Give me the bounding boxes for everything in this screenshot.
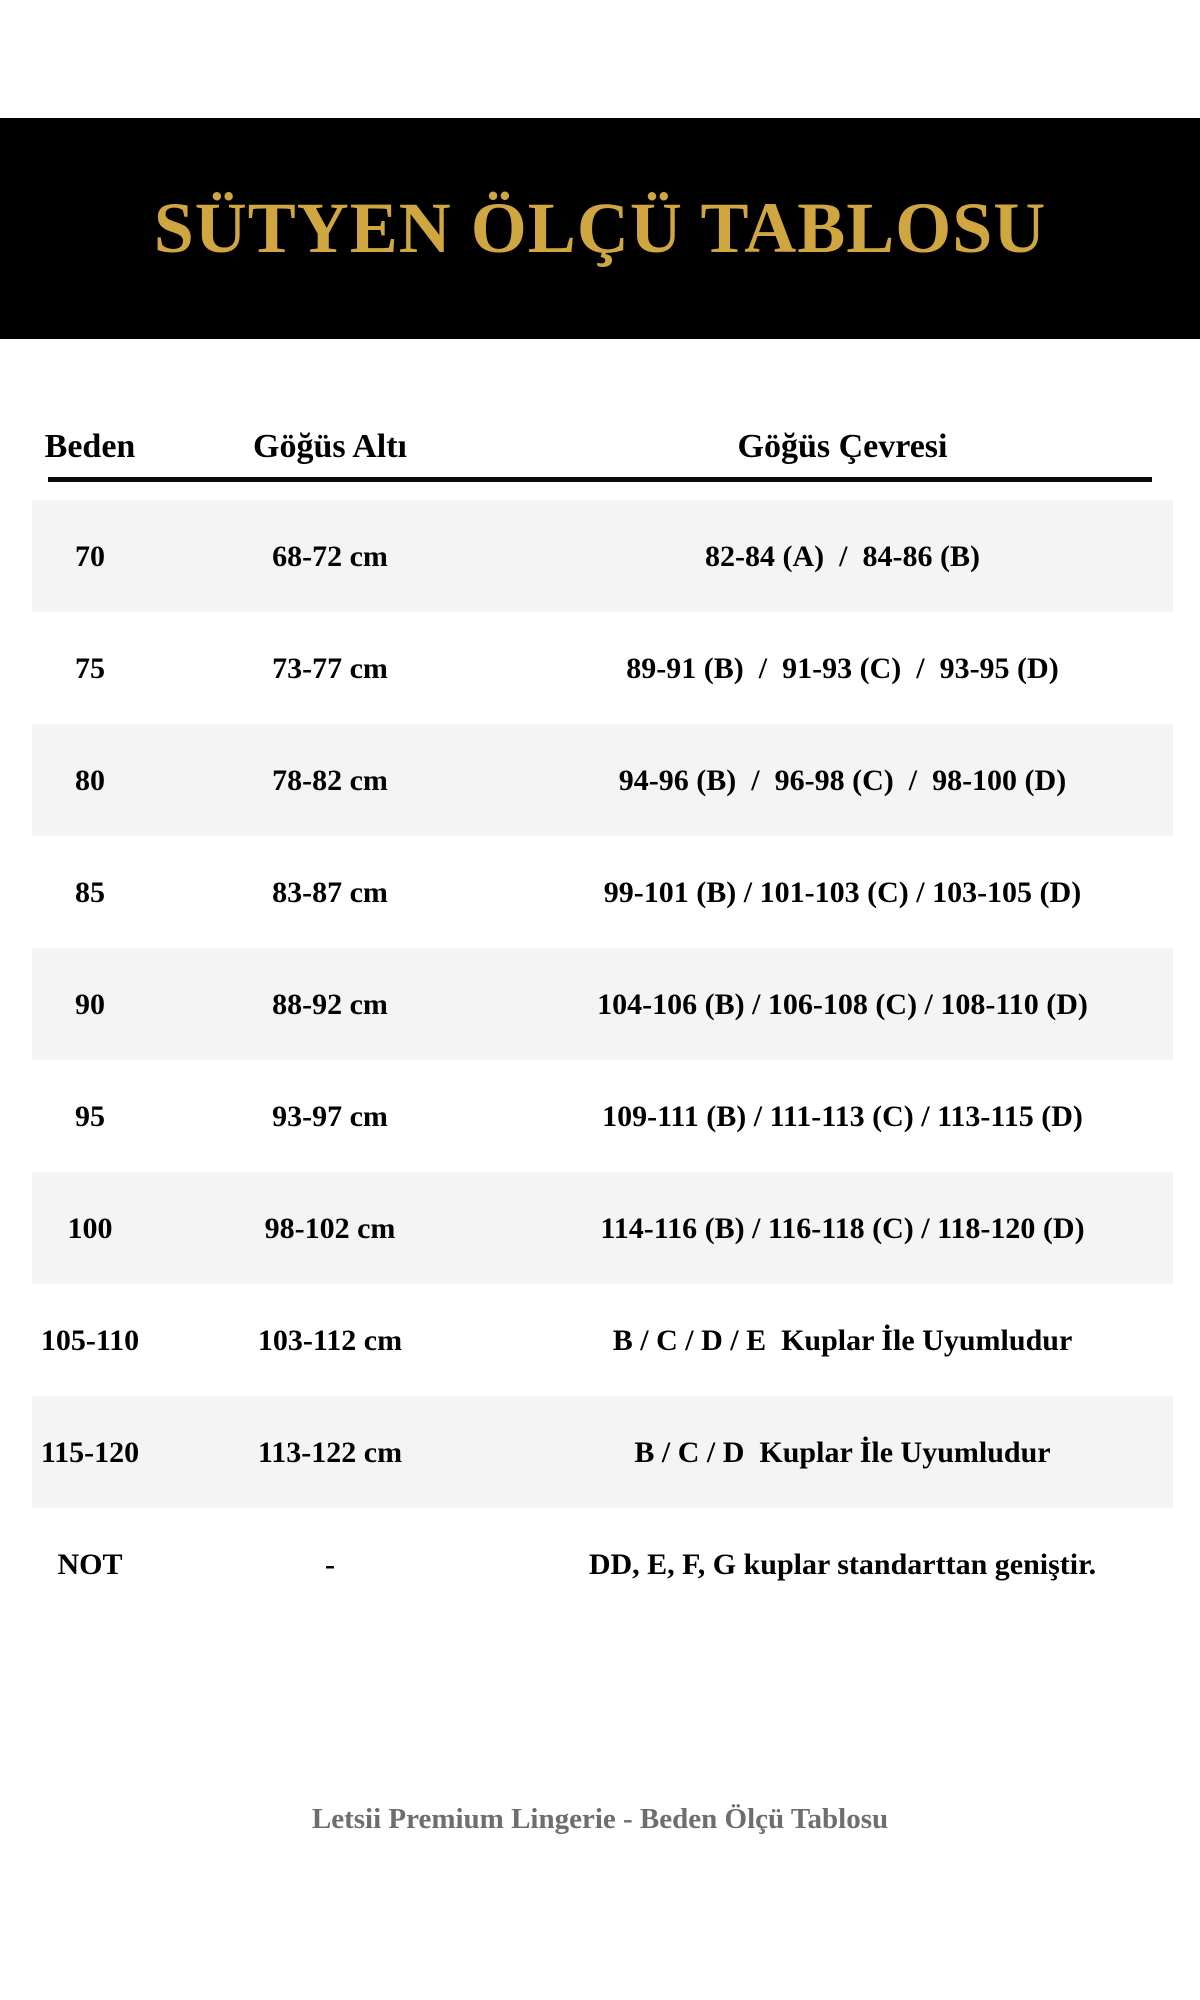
- bust-cell: 99-101 (B) / 101-103 (C) / 103-105 (D): [603, 875, 1082, 909]
- bust-cell: 82-84 (A) / 84-86 (B): [705, 539, 980, 573]
- underbust-cell: 68-72 cm: [272, 539, 388, 573]
- table-row: [32, 500, 1173, 612]
- size-cell: 100: [67, 1211, 113, 1245]
- bust-cell: B / C / D / E Kuplar İle Uyumludur: [612, 1323, 1073, 1357]
- size-table-body: [32, 500, 1173, 1620]
- size-cell: NOT: [57, 1547, 123, 1581]
- page-title: SÜTYEN ÖLÇÜ TABLOSU: [153, 188, 1047, 268]
- bust-cell: 104-106 (B) / 106-108 (C) / 108-110 (D): [597, 987, 1088, 1021]
- table-row: [32, 612, 1173, 724]
- underbust-cell: 113-122 cm: [257, 1435, 403, 1469]
- column-header-bust: Göğüs Çevresi: [737, 428, 948, 465]
- table-row: [32, 1508, 1173, 1620]
- bust-cell: B / C / D Kuplar İle Uyumludur: [634, 1435, 1051, 1469]
- size-cell: 85: [75, 875, 105, 909]
- table-row: [32, 948, 1173, 1060]
- underbust-cell: 98-102 cm: [264, 1211, 396, 1245]
- bust-cell: 114-116 (B) / 116-118 (C) / 118-120 (D): [600, 1211, 1085, 1245]
- size-table-header: [32, 412, 1173, 470]
- footer: [0, 1803, 1200, 1836]
- bust-cell: 89-91 (B) / 91-93 (C) / 93-95 (D): [626, 651, 1059, 685]
- footer-caption: Letsii Premium Lingerie - Beden Ölçü Tablosu: [311, 1803, 889, 1835]
- bust-cell: DD, E, F, G kuplar standarttan geniştir.: [588, 1547, 1097, 1581]
- underbust-cell: 78-82 cm: [272, 763, 388, 797]
- size-cell: 95: [75, 1099, 105, 1133]
- title-banner: [0, 118, 1200, 339]
- underbust-cell: 88-92 cm: [272, 987, 388, 1021]
- size-cell: 90: [75, 987, 105, 1021]
- size-cell: 115-120: [40, 1435, 140, 1469]
- table-row: [32, 1172, 1173, 1284]
- table-row: [32, 836, 1173, 948]
- table-row: [32, 1284, 1173, 1396]
- underbust-cell: 73-77 cm: [272, 651, 388, 685]
- bust-cell: 109-111 (B) / 111-113 (C) / 113-115 (D): [602, 1099, 1083, 1133]
- underbust-cell: 83-87 cm: [272, 875, 388, 909]
- underbust-cell: 93-97 cm: [272, 1099, 388, 1133]
- bust-cell: 94-96 (B) / 96-98 (C) / 98-100 (D): [618, 763, 1067, 797]
- underbust-cell: -: [325, 1547, 335, 1581]
- size-cell: 80: [75, 763, 105, 797]
- table-row: [32, 724, 1173, 836]
- underbust-cell: 103-112 cm: [257, 1323, 403, 1357]
- size-cell: 70: [75, 539, 105, 573]
- table-row: [32, 1060, 1173, 1172]
- column-header-underbust: Göğüs Altı: [253, 428, 407, 465]
- column-header-size: Beden: [44, 428, 136, 465]
- size-cell: 105-110: [40, 1323, 140, 1357]
- size-cell: 75: [75, 651, 105, 685]
- table-row: [32, 1396, 1173, 1508]
- header-divider-rule: [48, 477, 1152, 482]
